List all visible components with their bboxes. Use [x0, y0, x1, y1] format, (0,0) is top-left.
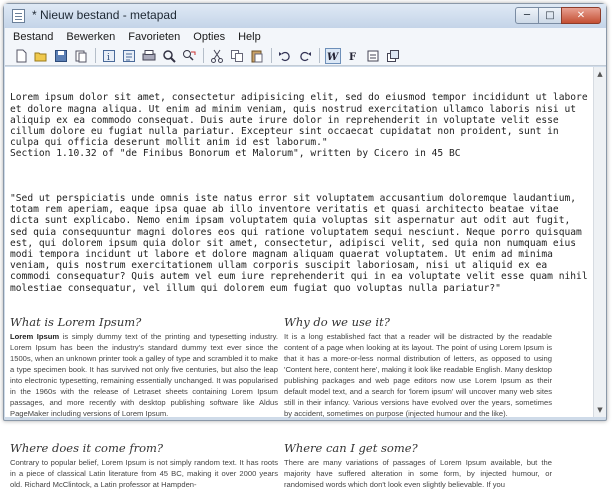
menu-bestand[interactable]: Bestand	[13, 31, 54, 43]
editor-content[interactable]	[10, 70, 594, 327]
redo-icon[interactable]	[297, 48, 313, 64]
section-where-from	[10, 441, 278, 490]
section-body: There are many variations of passages of Lorem Ipsum available, but the majority have suffered alteration in some form, by injected humour, or randomised words which don't look even slightly believable. If you	[284, 458, 552, 489]
toolbar-separator	[271, 48, 272, 63]
editor-paragraph-1: Lorem ipsum dolor sit amet, consectetur adipisicing elit, sed do eiusmod tempor incididunt ut labore et dolore magna aliqua. Ut enim ad minim veniam, quis nostrud exercitation ullamco laboris nisi ut aliquip ex ea commodo consequat. Duis aute irure dolor in reprehenderit in voluptate velit esse cillum dolore eu fugiat nulla pariatur. Excepteur sint occaecat cupidatat non proident, sunt in culpa qui officia deserunt mollit anim id est laborum." Section 1.10.32 of "de Finibus Bonorum et Malorum", written by Cicero in 45 BC	[10, 92, 588, 160]
section-heading: Why do we use it?	[284, 315, 390, 329]
window-title: * Nieuw bestand - metapad	[32, 8, 177, 22]
scroll-down-arrow-icon[interactable]: ▼	[597, 406, 603, 414]
svg-text:F: F	[349, 51, 357, 63]
paste-icon[interactable]	[249, 48, 265, 64]
menu-opties[interactable]: Opties	[193, 31, 226, 43]
section-body: It is a long established fact that a reader will be distracted by the readable content of a page when looking at its layout. The point of using Lorem Ipsum is that it has a more-or-less normal distribution of letters, as opposed to using 'Content here, content here', making it look like readable English. Many desktop publishing packages and web page editors now use Lorem Ipsum as their default model text, and a search for 'lorem ipsum' will uncover many web sites still in their infancy. Various versions have evolved over the years, sometimes by accident, sometimes on purpose (injected humour and the like).	[284, 332, 552, 418]
close-button[interactable]: ✕	[561, 7, 601, 24]
print-icon[interactable]	[141, 48, 157, 64]
undo-icon[interactable]	[277, 48, 293, 64]
properties-icon[interactable]	[121, 48, 137, 64]
toolbar-separator	[203, 48, 204, 63]
font-icon[interactable]	[345, 48, 361, 64]
cut-icon[interactable]	[209, 48, 225, 64]
copy-icon[interactable]	[229, 48, 245, 64]
word-wrap-icon[interactable]	[325, 48, 341, 64]
text-editor[interactable]	[5, 67, 594, 489]
section-body: Contrary to popular belief, Lorem Ipsum is not simply random text. It has roots in a piece of classical Latin literature from 45 BC, making it over 2000 years old. Richard McClintock, a Latin professor at Hampden-	[10, 458, 278, 489]
section-heading: Where does it come from?	[10, 441, 164, 455]
section-where-get	[284, 441, 552, 490]
toolbar	[5, 46, 606, 66]
vertical-scrollbar[interactable]	[593, 67, 606, 417]
replace-icon[interactable]	[181, 48, 197, 64]
find-icon[interactable]	[161, 48, 177, 64]
section-text	[10, 331, 278, 419]
svg-text:i: i	[107, 52, 110, 63]
notepad-app-icon	[12, 9, 25, 23]
menu-bewerken[interactable]: Bewerken	[66, 31, 116, 43]
open-folder-icon[interactable]	[33, 48, 49, 64]
section-heading: What is Lorem Ipsum?	[10, 315, 142, 329]
section-lead: Lorem Ipsum	[10, 332, 60, 341]
section-body: is simply dummy text of the printing and typesetting industry. Lorem Ipsum has been the industry's standard dummy text ever since the 1500s, when an unknown printer took a galley of type and scrambled it to make a type specimen book. It has survived not only five centuries, but also the leap into electronic typesetting, remaining essentially unchanged. It was popularised in the 1960s with the release of Letraset sheets containing Lorem Ipsum passages, and more recently with desktop publishing software like Aldus PageMaker including versions of Lorem Ipsum.	[10, 332, 279, 418]
new-file-icon[interactable]	[13, 48, 29, 64]
always-on-top-icon[interactable]	[385, 48, 401, 64]
minimize-button[interactable]: ─	[515, 7, 539, 24]
read-only-icon[interactable]	[365, 48, 381, 64]
maximize-button[interactable]: □	[538, 7, 562, 24]
toolbar-separator	[95, 48, 96, 63]
section-heading: Where can I get some?	[284, 441, 418, 455]
section-why-use	[284, 315, 552, 419]
toolbar-separator	[319, 48, 320, 63]
section-what-is	[10, 315, 278, 419]
scroll-up-arrow-icon[interactable]: ▲	[597, 70, 603, 78]
menu-help[interactable]: Help	[238, 31, 261, 43]
menu-bar	[5, 28, 606, 46]
svg-text:W: W	[327, 51, 339, 63]
metapad-window	[3, 3, 607, 489]
title-bar[interactable]	[4, 4, 606, 28]
info-icon[interactable]	[101, 48, 117, 64]
copy-as-icon[interactable]	[73, 48, 89, 64]
save-icon[interactable]	[53, 48, 69, 64]
menu-favorieten[interactable]: Favorieten	[128, 31, 181, 43]
editor-paragraph-2: "Sed ut perspiciatis unde omnis iste natus error sit voluptatem accusantium doloremque laudantium, totam rem aperiam, eaque ipsa quae ab illo inventore veritatis et quasi architecto beatae vitae dicta sunt explicabo. Nemo enim ipsam voluptatem quia voluptas sit aspernatur aut odit aut fugit, sed quia consequuntur magni dolores eos qui ratione voluptatem sequi nesciunt. Neque porro quisquam est, qui dolorem ipsum quia dolor sit amet, consectetur, adipisci velit, sed quia non numquam eius modi tempora incidunt ut labore et dolore magnam aliquam quaerat voluptatem. Ut enim ad minima veniam, quis nostrum exercitationem ullam corporis suscipit laboriosam, nisi ut aliquid ex ea commodi consequatur? Quis autem vel eum iure reprehenderit qui in ea voluptate velit esse quam nihil molestiae consequatur, vel illum qui dolorem eum fugiat quo voluptas nulla pariatur?"	[10, 193, 594, 294]
